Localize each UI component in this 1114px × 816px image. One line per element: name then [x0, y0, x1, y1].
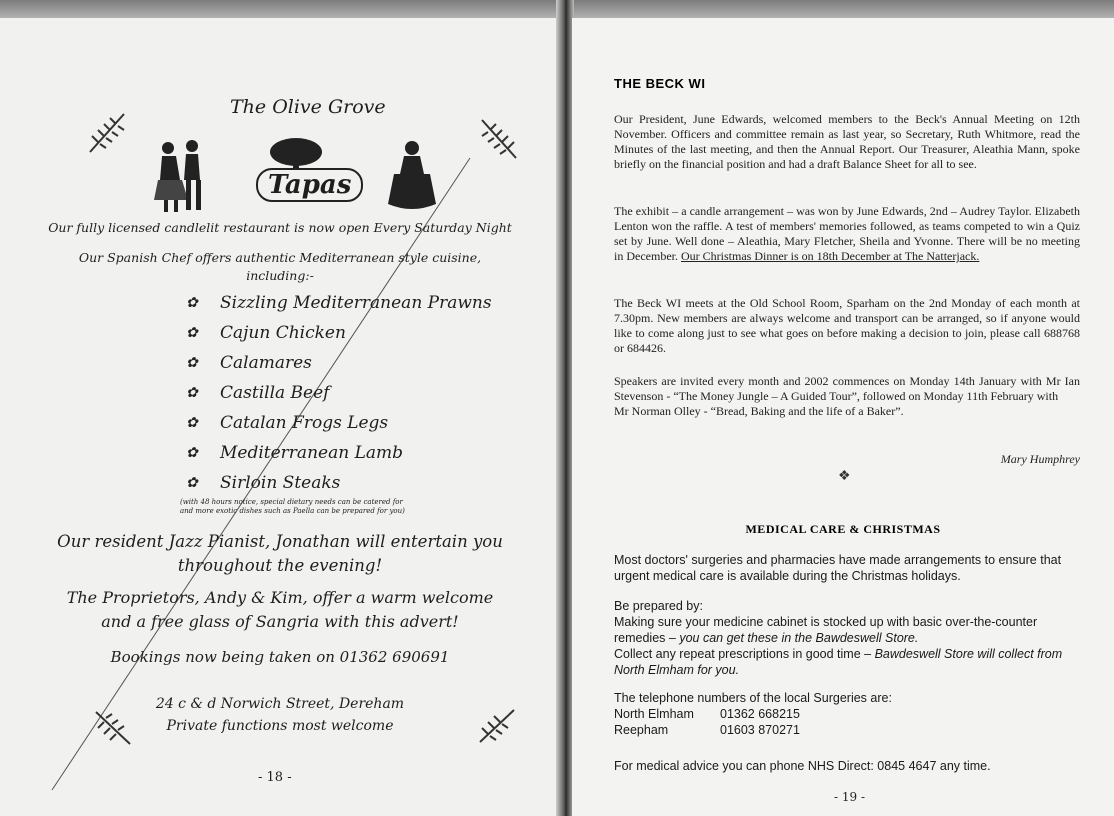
para-text: Most doctors' surgeries and pharmacies have made arrangements to ensure that urgent medical care is available during the Christmas holidays.	[614, 553, 1062, 583]
dancers-illustration	[146, 138, 216, 214]
menu-item	[186, 318, 492, 348]
menu-item-label: Castilla Beef	[220, 383, 330, 403]
para-text: Our President, June Edwards, welcomed members to the Beck's Annual Meeting on 12th November. Officers and committee remain as last year, so Secretary, Ruth Whitmore, read the Minutes of the last meeting, and then the Annual Report. Our Treasurer, Aleathia Mann, spoke briefly on the financial position and had a draft Balance Sheet for all to see.	[614, 112, 1080, 171]
para-text: The telephone numbers of the local Surgeries are:	[614, 691, 892, 705]
nhs-line: For medical advice you can phone NHS Direct: 0845 4647 any time.	[614, 759, 991, 773]
surgery-phone: 01362 668215	[720, 707, 800, 721]
menu-item	[186, 348, 492, 378]
page-number: - 18 -	[258, 770, 292, 785]
bullet-icon: ✿	[186, 475, 198, 491]
intro-line: Our fully licensed candlelit restaurant is now open Every Saturday Night	[48, 220, 512, 235]
para-text: Collect any repeat prescriptions in good time –	[614, 647, 872, 661]
menu-item	[186, 468, 492, 498]
wheat-icon	[88, 110, 128, 154]
proprietors-line: and a free glass of Sangria with this advert!	[101, 612, 459, 631]
paragraph	[614, 598, 1080, 678]
para-text: Bawdeswell Store will collect from North Elmham for you.	[614, 647, 1063, 677]
para-text: Be prepared by:	[614, 599, 703, 613]
bullet-icon: ✿	[186, 295, 198, 311]
restaurant-name: The Olive Grove	[230, 96, 386, 118]
menu-item	[186, 288, 492, 318]
para-text: you can get these in the Bawdeswell Store.	[679, 631, 919, 645]
menu-item-label: Mediterranean Lamb	[220, 443, 403, 463]
menu-item	[186, 378, 492, 408]
menu-list	[186, 288, 492, 498]
surgery-phone-list	[614, 690, 1080, 738]
menu-item	[186, 408, 492, 438]
right-page	[572, 18, 1114, 816]
page-title: THE BECK WI	[614, 76, 706, 91]
para-text: Making sure your medicine cabinet is stocked up with basic over-the-counter remedies –	[614, 615, 1038, 645]
tapas-logo: Tapas	[256, 168, 363, 202]
flamenco-dancer-illustration	[386, 138, 438, 212]
intro-line: including:-	[246, 268, 314, 283]
para-text: Mr Norman Olley - “Bread, Baking and the life of a Baker”.	[614, 404, 904, 418]
menu-item-label: Sizzling Mediterranean Prawns	[220, 293, 492, 313]
paragraph	[614, 374, 1080, 419]
menu-item-label: Catalan Frogs Legs	[220, 413, 389, 433]
paragraph	[614, 204, 1080, 264]
bookings-line: Bookings now being taken on 01362 690691	[110, 648, 450, 666]
left-page	[0, 18, 560, 816]
proprietors-line: The Proprietors, Andy & Kim, offer a warm welcome	[66, 588, 494, 607]
menu-item-label: Cajun Chicken	[220, 323, 346, 343]
para-text: The exhibit – a candle arrangement – was won by June Edwards, 2nd – Audrey Taylor. Elizabeth Lenton won the raffle. A test of members' memories followed, as teams competed to win a Quiz set by June. Well done – Aleathia, Mary Fletcher, Sheila and Yvonne. There will be no meeting in December.	[614, 204, 1080, 263]
menu-item-label: Calamares	[220, 353, 312, 373]
private-functions-line: Private functions most welcome	[166, 718, 394, 734]
menu-item	[186, 438, 492, 468]
surgery-row	[614, 706, 1080, 722]
note-line: (with 48 hours notice, special dietary needs can be catered for	[180, 498, 403, 506]
surgery-row	[614, 722, 1080, 738]
paragraph	[614, 112, 1080, 172]
note-line: and more exotic dishes such as Paella can be prepared for you)	[180, 507, 405, 515]
paragraph	[614, 296, 1080, 356]
jazz-line: throughout the evening!	[177, 556, 383, 575]
divider-ornament-icon: ❖	[838, 468, 851, 484]
christmas-dinner-text: Our Christmas Dinner is on 18th December at The Natterjack.	[680, 249, 980, 263]
para-text: Speakers are invited every month and 2002 commences on Monday 14th January with Mr Ian Stevenson - “The Money Jungle – A Guided Tour”, followed on Monday 11th February with	[614, 374, 1080, 403]
menu-item-label: Sirloin Steaks	[220, 473, 341, 493]
bullet-icon: ✿	[186, 445, 198, 461]
paragraph	[614, 552, 1080, 584]
bullet-icon: ✿	[186, 385, 198, 401]
surgery-phone: 01603 870271	[720, 723, 800, 737]
section-title: MEDICAL CARE & CHRISTMAS	[745, 522, 941, 536]
intro-line: Our Spanish Chef offers authentic Mediterranean style cuisine,	[78, 250, 482, 265]
page-number: - 19 -	[834, 790, 866, 804]
signature: Mary Humphrey	[1000, 452, 1080, 466]
bullet-icon: ✿	[186, 415, 198, 431]
address-line: 24 c & d Norwich Street, Dereham	[155, 696, 405, 712]
jazz-line: Our resident Jazz Pianist, Jonathan will entertain you	[57, 532, 503, 551]
wheat-icon	[478, 116, 518, 160]
dietary-note	[180, 498, 440, 516]
surgery-name: North Elmham	[614, 707, 694, 721]
para-text: The Beck WI meets at the Old School Room, Sparham on the 2nd Monday of each month at 7.30pm. New members are always welcome and transport can be arranged, so if anyone would like to come along just to see what goes on before making a decision to join, please call 688768 or 684426.	[614, 296, 1080, 355]
surgery-name: Reepham	[614, 723, 669, 737]
bullet-icon: ✿	[186, 355, 198, 371]
bullet-icon: ✿	[186, 325, 198, 341]
